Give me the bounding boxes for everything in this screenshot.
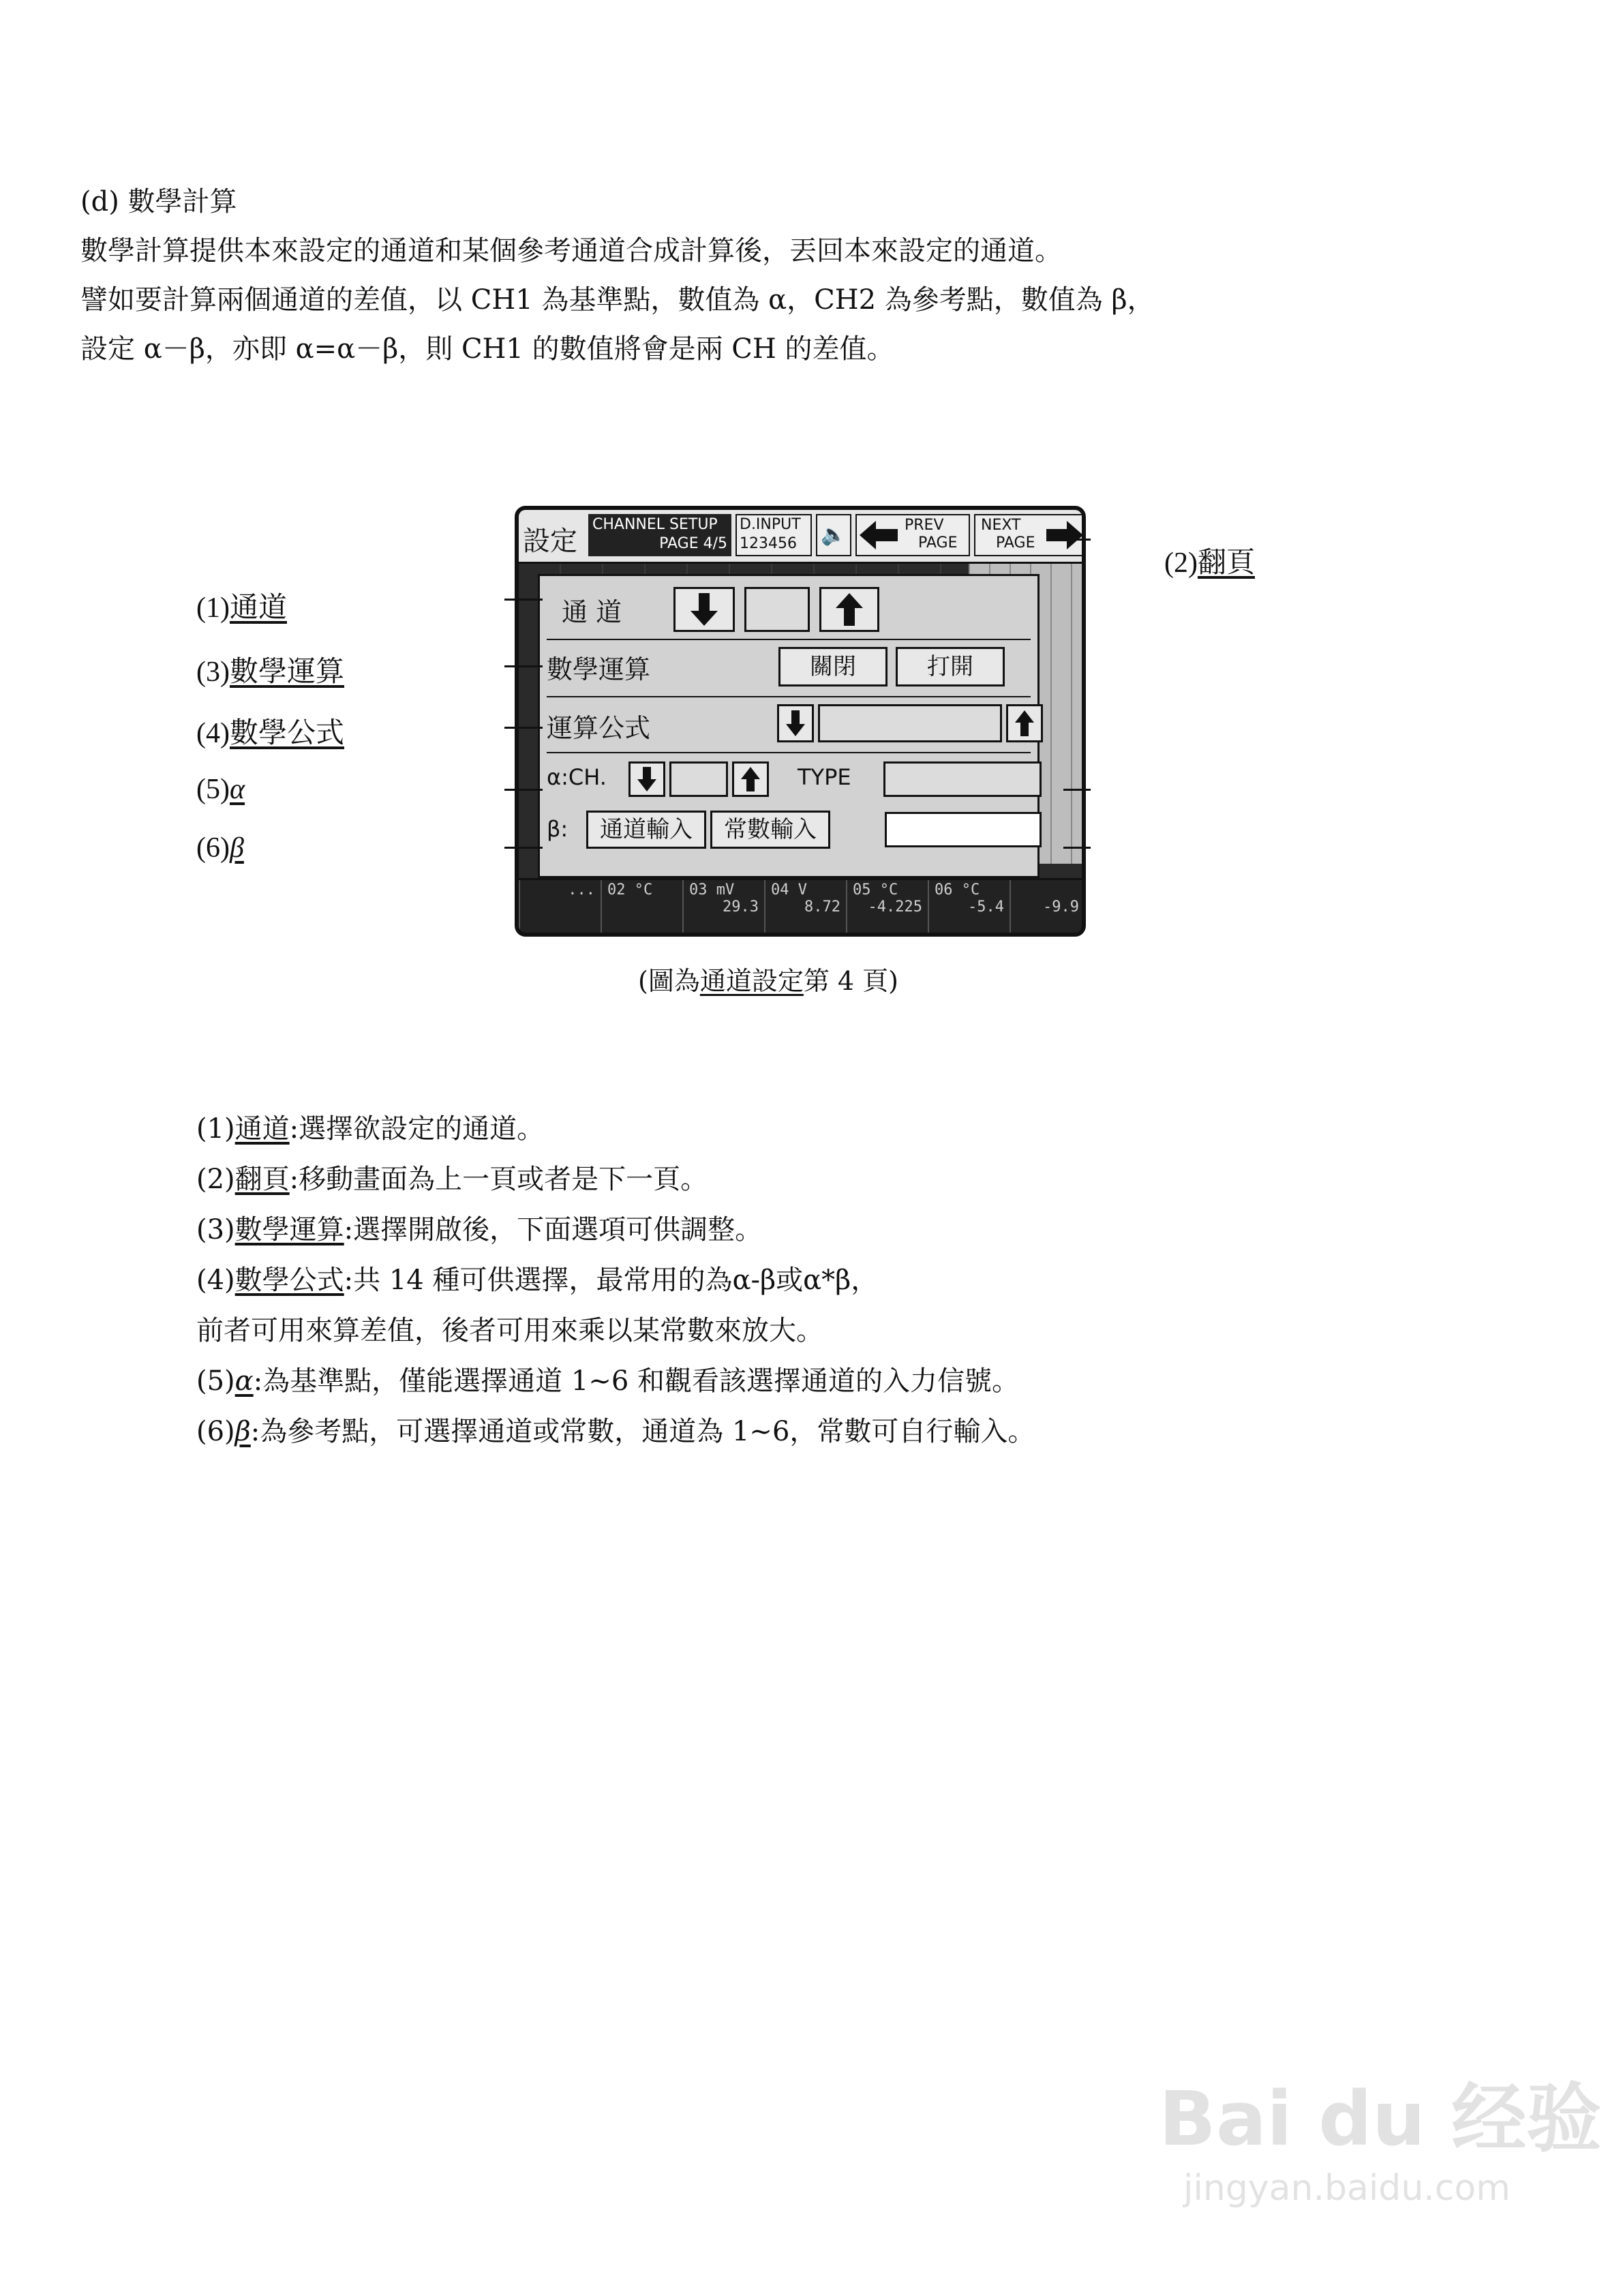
beta-value-input[interactable] (885, 812, 1042, 847)
type-label: TYPE (798, 764, 851, 790)
callout-math-formula: (4)數學公式 (196, 718, 344, 749)
prev-page-button[interactable] (855, 514, 970, 556)
next-label: NEXT (981, 517, 1021, 534)
arrow-down-icon (786, 710, 805, 736)
math-off-button[interactable]: 關閉 (778, 647, 888, 686)
divider (547, 752, 1031, 753)
note-item: (1)通道:選擇欲設定的通道。 (196, 1113, 545, 1145)
screen-title: 設定 (523, 526, 577, 557)
channel-label: 通 道 (562, 597, 622, 627)
leader-line (1063, 539, 1091, 541)
leader-line (1063, 789, 1091, 791)
formula-up-button[interactable] (1006, 704, 1043, 742)
arrow-up-icon (741, 767, 760, 791)
channel-input-button[interactable]: 通道輸入 (586, 811, 706, 849)
note-item: (2)翻頁:移動畫面為上一頁或者是下一頁。 (196, 1164, 708, 1195)
readout-cell: -9.9 (1010, 880, 1084, 937)
arrow-left-icon (860, 521, 898, 549)
leader-line (504, 665, 543, 667)
note-item: (4)數學公式:共 14 種可供選擇，最常用的為α-β或α*β， (196, 1265, 879, 1296)
alpha-down-button[interactable] (628, 761, 665, 797)
divider (547, 639, 1031, 640)
formula-label: 運算公式 (547, 713, 651, 743)
baidu-watermark-logo: Bai du 经验 (1159, 2075, 1602, 2162)
readout-cell: 06 °C -5.4 (928, 880, 1010, 937)
prev-page-label: PAGE (918, 534, 958, 552)
callout-math-operation: (3)數學運算 (196, 656, 344, 688)
next-page-label: PAGE (996, 534, 1035, 552)
leader-line (504, 847, 543, 849)
note-item: (5)α:為基準點，僅能選擇通道 1~6 和觀看該選擇通道的入力信號。 (196, 1365, 1020, 1397)
formula-field[interactable] (818, 704, 1002, 742)
arrow-down-icon (637, 767, 656, 791)
section-heading: (d) 數學計算 (80, 186, 237, 217)
note-item: (6)β:為參考點，可選擇通道或常數，通道為 1~6，常數可自行輸入。 (196, 1416, 1035, 1447)
callout-beta: (6)β (196, 832, 244, 864)
channel-value-field[interactable] (744, 587, 810, 632)
settings-panel (538, 574, 1040, 878)
leader-line (504, 789, 543, 791)
beta-label: β: (547, 816, 568, 842)
readout-cell: 03 mV 29.3 (682, 880, 764, 937)
arrow-right-icon (1046, 521, 1083, 549)
note-item: 前者可用來算差值，後者可用來乘以某常數來放大。 (196, 1315, 823, 1346)
math-label: 數學運算 (547, 654, 651, 684)
divider (547, 696, 1031, 697)
intro-line-2: 譬如要計算兩個通道的差值，以 CH1 為基準點，數值為 α，CH2 為參考點，數值為 β， (80, 284, 1155, 316)
callout-channel: (1)通道 (196, 592, 287, 624)
figure-caption: (圖為通道設定第 4 頁) (638, 966, 899, 996)
channel-setup-tab[interactable] (588, 514, 731, 556)
note-item: (3)數學運算:選擇開啟後，下面選項可供調整。 (196, 1214, 763, 1245)
leader-line (1063, 847, 1091, 849)
constant-input-button[interactable]: 常數輸入 (710, 811, 830, 849)
alpha-channel-field[interactable] (669, 761, 728, 797)
device-screen (515, 506, 1086, 937)
readout-cell: 02 °C (601, 880, 682, 937)
channel-down-button[interactable] (673, 587, 735, 632)
math-on-button[interactable]: 打開 (896, 647, 1005, 686)
channel-up-button[interactable] (819, 587, 879, 632)
next-page-button[interactable] (974, 514, 1086, 556)
channel-setup-label: CHANNEL SETUP (592, 516, 718, 533)
baidu-watermark-url: jingyan.baidu.com (1183, 2168, 1511, 2209)
alpha-up-button[interactable] (732, 761, 769, 797)
d-input-digits: 123456 (740, 535, 797, 552)
speaker-icon: 🔈 (821, 523, 847, 547)
leader-line (504, 727, 543, 729)
d-input-button[interactable] (735, 514, 812, 556)
intro-line-1: 數學計算提供本來設定的通道和某個參考通道合成計算後，丟回本來設定的通道。 (80, 235, 1062, 267)
arrow-up-icon (836, 593, 863, 626)
speaker-button[interactable] (816, 514, 851, 556)
channel-readout-bar (519, 878, 1082, 937)
callout-page-turn: (2)翻頁 (1164, 547, 1255, 579)
prev-label: PREV (905, 517, 944, 534)
readout-cell: ... (519, 880, 601, 937)
readout-cell: 04 V 8.72 (764, 880, 846, 937)
readout-cell: 05 °C -4.225 (846, 880, 928, 937)
d-input-label: D.INPUT (740, 516, 801, 533)
leader-line (504, 599, 543, 601)
page-indicator: PAGE 4/5 (659, 535, 727, 552)
type-field (883, 761, 1042, 797)
top-bar (519, 510, 1082, 564)
alpha-label: α:CH. (547, 764, 607, 790)
callout-alpha: (5)α (196, 774, 245, 805)
formula-down-button[interactable] (777, 704, 814, 742)
arrow-up-icon (1015, 710, 1034, 736)
arrow-down-icon (691, 593, 718, 626)
intro-line-3: 設定 α－β，亦即 α=α－β，則 CH1 的數值將會是兩 CH 的差值。 (80, 333, 894, 365)
